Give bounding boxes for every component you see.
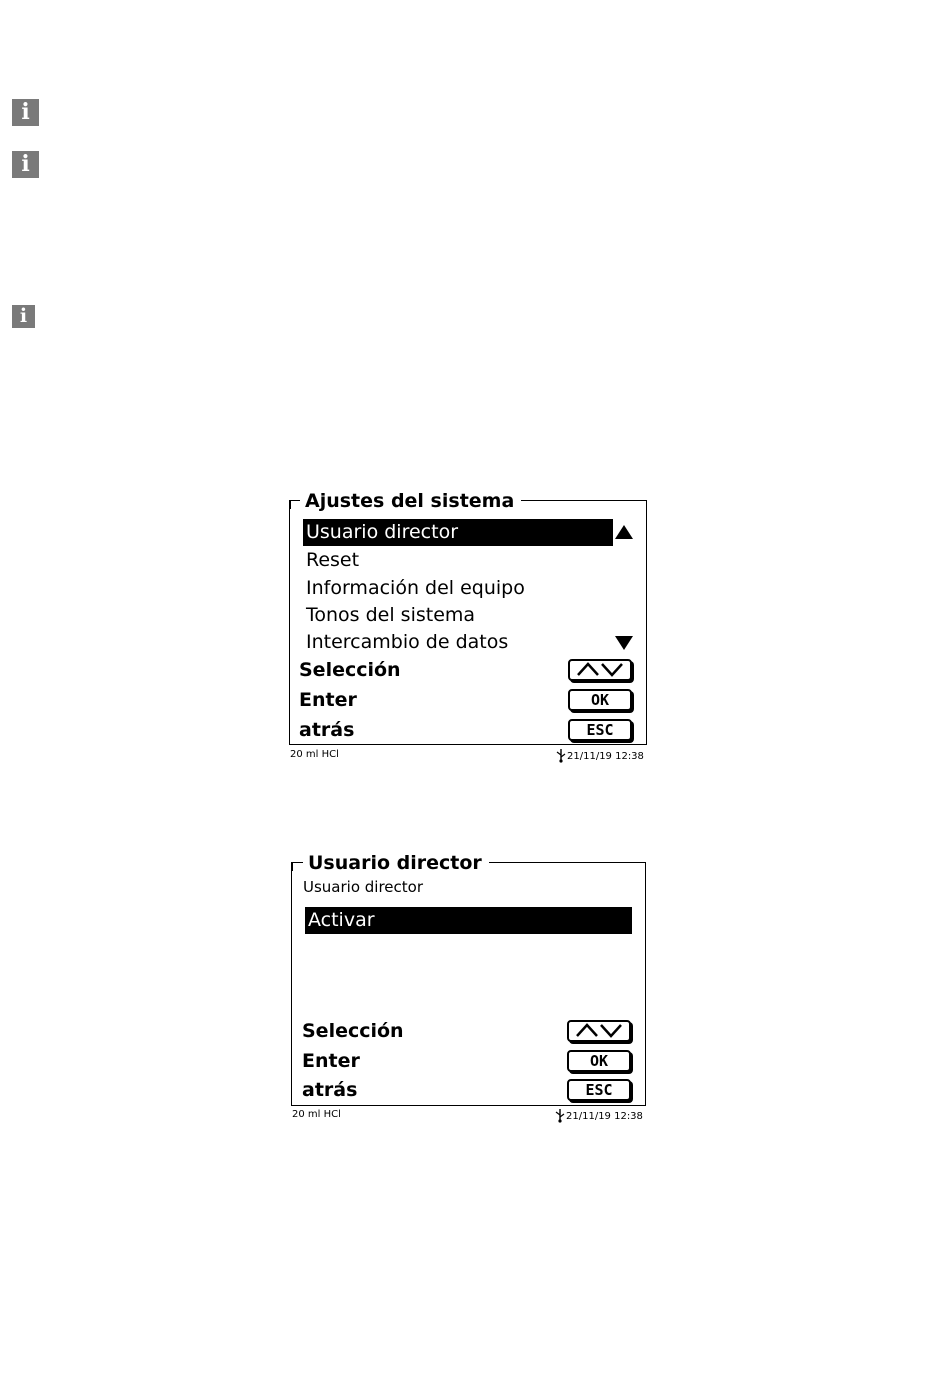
- info-icon: i: [12, 99, 39, 126]
- scroll-down-arrow-icon[interactable]: [615, 636, 633, 650]
- up-down-arrows-key[interactable]: [568, 659, 632, 681]
- menu-item-reset[interactable]: Reset: [306, 549, 360, 571]
- status-method: 20 ml HCl: [292, 1109, 341, 1120]
- screen-subtitle: Usuario director: [303, 878, 423, 896]
- status-method: 20 ml HCl: [290, 749, 339, 760]
- action-label-seleccion: Selección: [299, 659, 401, 681]
- up-down-arrows-key[interactable]: [567, 1020, 631, 1042]
- menu-item-tonos-sistema[interactable]: Tonos del sistema: [306, 604, 476, 626]
- status-datetime-group: [554, 1109, 643, 1123]
- usb-icon: [555, 749, 567, 763]
- status-datetime: 21/11/19 12:38: [566, 1111, 643, 1122]
- ok-key[interactable]: OK: [568, 689, 632, 711]
- action-label-enter: Enter: [299, 689, 357, 711]
- action-label-atras: atrás: [299, 719, 355, 741]
- menu-item-usuario-director[interactable]: Usuario director: [303, 519, 613, 546]
- up-down-arrows-icon: [571, 1022, 627, 1040]
- ok-key[interactable]: OK: [567, 1050, 631, 1072]
- frame-corner: [290, 501, 291, 509]
- menu-item-activar[interactable]: Activar: [305, 907, 632, 934]
- action-label-atras: atrás: [302, 1079, 358, 1101]
- frame-corner: [292, 863, 293, 871]
- info-icon: i: [12, 151, 39, 178]
- esc-key[interactable]: ESC: [567, 1079, 631, 1101]
- director-user-screen: [291, 852, 646, 1106]
- system-settings-screen: [289, 490, 647, 745]
- screen-title: Ajustes del sistema: [300, 491, 521, 511]
- screen-title: Usuario director: [303, 853, 489, 873]
- usb-icon: [554, 1109, 566, 1123]
- status-datetime-group: [555, 749, 644, 763]
- action-label-enter: Enter: [302, 1050, 360, 1072]
- up-down-arrows-icon: [572, 661, 628, 679]
- menu-item-intercambio-datos[interactable]: Intercambio de datos: [306, 631, 509, 653]
- status-datetime: 21/11/19 12:38: [567, 751, 644, 762]
- menu-item-informacion-equipo[interactable]: Información del equipo: [306, 577, 525, 599]
- action-label-seleccion: Selección: [302, 1020, 404, 1042]
- esc-key[interactable]: ESC: [568, 719, 632, 741]
- scroll-up-arrow-icon[interactable]: [615, 525, 633, 539]
- info-icon: i: [12, 305, 35, 328]
